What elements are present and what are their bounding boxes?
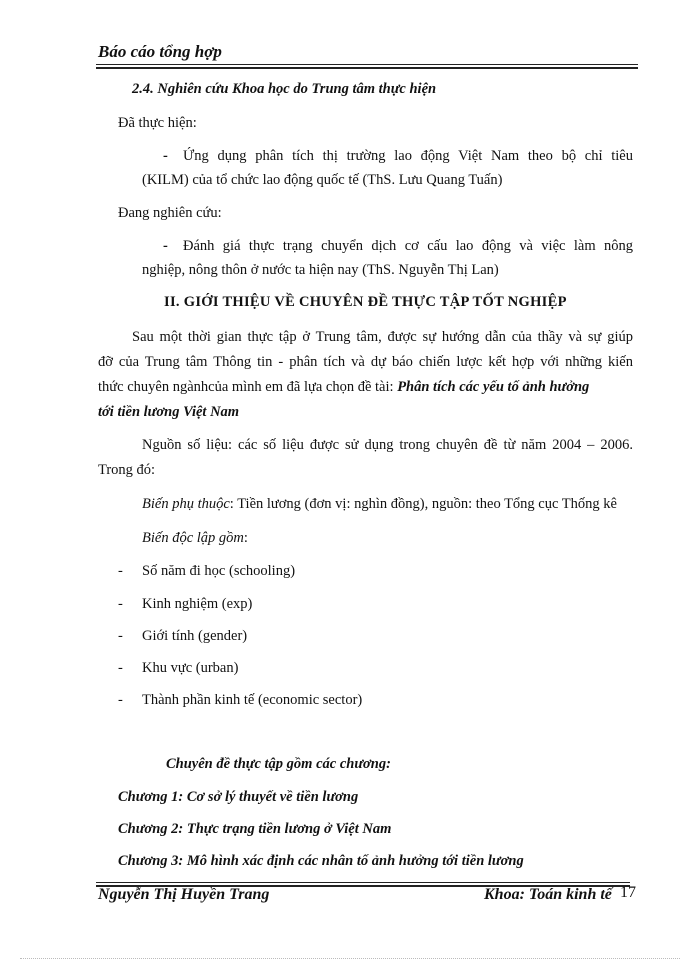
thesis-topic-part2: tới tiền lương Việt Nam <box>98 404 240 420</box>
page-number: 17 <box>620 884 636 901</box>
header-rule-thin <box>96 64 638 65</box>
footer-department: Khoa: Toán kinh tế <box>484 886 612 903</box>
chapters-heading: Chuyên đề thực tập gồm các chương: <box>166 756 391 772</box>
para2-line2: Trong đó: <box>98 462 156 478</box>
section-2-4-heading: 2.4. Nghiên cứu Khoa học do Trung tâm thực hiện <box>132 81 437 97</box>
dependent-variable-text: : Tiền lương (đơn vị: nghìn đồng), nguồn: theo Tổng cục Thống kê <box>229 496 617 512</box>
dependent-variable-line <box>142 496 617 513</box>
para1-line3-text: thức chuyên ngànhcủa mình em đã lựa chọn đề tài: <box>98 379 398 395</box>
variable-dash: - <box>118 596 123 612</box>
variable-item: Giới tính (gender) <box>142 628 248 644</box>
done-item-line2: (KILM) của tổ chức lao động quốc tế (ThS. Lưu Quang Tuấn) <box>142 172 503 188</box>
ongoing-item-line1: Đánh giá thực trạng chuyển dịch cơ cấu lao động và việc làm nông <box>183 238 633 254</box>
done-label: Đã thực hiện: <box>118 115 197 131</box>
chapter-item: Chương 2: Thực trạng tiền lương ở Việt Nam <box>118 821 392 837</box>
ongoing-item-line2: nghiệp, nông thôn ở nước ta hiện nay (ThS. Nguyễn Thị Lan) <box>142 262 499 278</box>
bullet-dash: - <box>163 148 168 164</box>
header-rule-thick <box>96 67 638 69</box>
variable-dash: - <box>118 628 123 644</box>
variable-dash: - <box>118 563 123 579</box>
variable-item: Kinh nghiệm (exp) <box>142 596 253 612</box>
independent-variables-colon: : <box>243 530 248 546</box>
dependent-variable-label: Biến phụ thuộc <box>142 496 230 512</box>
bullet-dash: - <box>163 238 168 254</box>
para1-line1: Sau một thời gian thực tập ở Trung tâm, được sự hướng dẫn của thầy và sự giúp <box>132 329 633 345</box>
chapter-item: Chương 3: Mô hình xác định các nhân tố ảnh hưởng tới tiền lương <box>118 853 524 869</box>
para1-line2: đỡ của Trung tâm Thông tin - phân tích và dự báo chiến lược kết hợp với những kiến <box>98 354 633 370</box>
footer-rule-thin <box>96 882 630 883</box>
variable-item: Khu vực (urban) <box>142 660 239 676</box>
chapter-item: Chương 1: Cơ sở lý thuyết về tiền lương <box>118 789 359 805</box>
independent-variables-heading <box>142 530 248 547</box>
thesis-topic-part1: Phân tích các yếu tố ảnh hưởng <box>397 379 590 395</box>
page-bottom-border <box>20 958 680 959</box>
para2-line1: Nguồn số liệu: các số liệu được sử dụng trong chuyên đề từ năm 2004 – 2006. <box>142 437 633 453</box>
section-ii-heading: II. GIỚI THIỆU VỀ CHUYÊN ĐỀ THỰC TẬP TỐT NGHIỆP <box>164 294 567 310</box>
variable-item: Số năm đi học (schooling) <box>142 563 296 579</box>
para1-line3 <box>98 379 589 396</box>
independent-variables-label: Biến độc lập gồm <box>142 530 244 546</box>
variable-item: Thành phần kinh tế (economic sector) <box>142 692 363 708</box>
variable-dash: - <box>118 660 123 676</box>
page-header-title: Báo cáo tổng hợp <box>98 42 222 61</box>
done-item-line1: Ứng dụng phân tích thị trường lao động Việt Nam theo bộ chỉ tiêu <box>183 148 633 164</box>
ongoing-label: Đang nghiên cứu: <box>118 205 222 221</box>
variable-dash: - <box>118 692 123 708</box>
footer-author: Nguyễn Thị Huyền Trang <box>98 886 270 903</box>
